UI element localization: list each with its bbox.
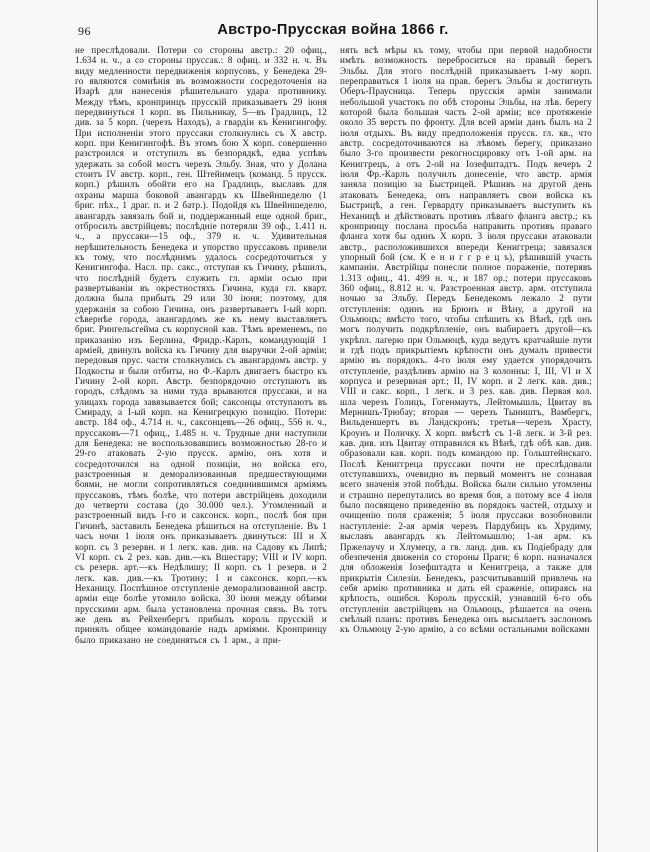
text-columns xyxy=(75,45,592,793)
scan-edge-line xyxy=(597,0,598,852)
text-column-right: нять всѣ мѣры къ тому, чтобы при первой надобности имѣть возможность переброситься на правый берегъ Эльбы. Для этого послѣдній приказываетъ 1-му корп. переправиться 1 іюля на прав. берегъ Эльбы и достигнуть Оберъ-Праусница. Теперь прусскія арміи занимали небольшой участокъ по обѣ стороны Эльбы, на лѣв. берегу которой была большая часть 2-ой арміи; все протяженіе около 35 верстъ по фронту. Для всей арміи данъ былъ на 2 іюля отдыхъ. Въ виду предположенія прусск. гл. кв., что австр. сосредоточиваются на лѣвомъ берегу, приказано было 3-го произвести рекогносцировку отъ 1-ой арм. на Кениггрецъ, а отъ 2-ой на Іозефштадтъ. Подъ вечеръ 2 іюля Фр.-Карлъ получилъ донесеніе, что австр. армія заняла позицію за Быстрицей. Рѣшивъ на другой день атаковать Бенедека, онъ направляетъ свои войска къ Быстрицѣ, а ген. Гервардту приказываетъ выступить къ Неханицѣ и дѣйствовать противъ лѣваго фланга австр.; къ кронпринцу послана просьба направить противъ праваго фланга хотя бы одинъ X корп. 3 іюля пруссаки атаковали австр., расположившихся впереди Кениггреца; завязался упорный бой (см. К е н и г г р е ц ъ), рѣшившій участь кампаніи. Австрійцы понесли полное пораженіе, потерявъ 1.313 офиц., 41. 499 н. ч., и 187 ор.; потери пруссаковъ 360 офиц., 8.812 н. ч. Разстроенная австр. арм. отступила ночью за Эльбу. Передъ Бенедекомъ лежало 2 пути отступленія: одинъ на Брюнъ и Вѣну, а другой на Ольмюцъ; вмѣсто того, чтобы спѣшить къ Вѣнѣ, гдѣ онъ могъ получить подкрѣпленіе, онъ выбираетъ другой—къ укрѣпл. лагерю при Ольмюцѣ, куда ведутъ кратчайшіе пути и гдѣ подъ прикрытіемъ крѣпости онъ думалъ привести армію въ порядокъ. 4-го іюля ему удается упорядочить отступленіе, раздѣливъ армію на 3 колонны: I, III, VI и X корпуса и резервная арт.; II, IV корп. и 2 легк. кав. див.; VIII и сакс. корп., 1 легк. и 3 рез. кав. див. Первая кол. шла черезъ Голицъ, Гогенмаутъ, Лейтомышль, Цвитау въ Мернишъ-Трюбау; вторая — черезъ Тыништъ, Вамбергъ, Вильденшертъ въ Ландскронъ; третья—черезъ Храсту, Кроунъ и Поличку. X корп. вмѣстѣ съ 1-й легк. и 3-й рез. кав. див. изъ Цвитау отправился къ Вѣнѣ, гдѣ обѣ кав. див. образовали кав. корп. подъ командою пр. Гольштейнскаго. Послѣ Кениггреца пруссаки почти не преслѣдовали отступавшихъ, очевидно въ первый моментъ не сознавая всего значенія этой побѣды. Войска были сильно утомлены и страшно перепутались во время боя, а потому все 4 іюля было посвящено приведенію въ порядокъ частей, отдыху и очищенію поля сраженія; 5 іюля пруссаки возобновили наступленіе: 2-ая армія черезъ Пардубицъ къ Хрудиму, выславъ авангардъ къ Лейтомышлю; 1-ая арм. къ Пржелаучу и Хлумецу, а гв. ланд. див. къ Подіебраду для обезпеченія движенія со стороны Праги; 6 корп. назначался для обложенія Іозефштадта и Кениггреца, а также для прикрытія Силезіи. Бенедекъ, разсчитывавшій привлечь на себя армію противника и дать ей сраженіе, опираясь на крѣпость, ошибся. Король прусскій, узнавшій 6-го объ отступленіи австрійцевъ на Ольмюцъ, рѣшается на очень смѣлый планъ: противъ Бенедека онъ высылаетъ заслономъ къ Ольмюцу 2-ую армію, а со всѣми остальными войсками xyxy=(340,45,592,635)
page-title: Австро-Прусская война 1866 г. xyxy=(217,22,449,38)
page-header xyxy=(75,22,591,40)
page-number: 96 xyxy=(78,24,91,38)
text-column-left: не преслѣдовали. Потери со стороны австр.: 20 офиц., 1.634 н. ч., а со стороны пруссак.: 8 офиц. и 332 н. ч. Въ виду медленности передвиженія корпусовъ, у Бенедека 29-го являются сомнѣнія въ возможности сосредоточенія на Изарѣ для нанесенія рѣшительнаго удара противнику. Между тѣмъ, кронпринцъ прусскій приказываетъ 29 іюня передвинуться 1 корп. въ Пильникау, 5—въ Градлицъ, 12 див. за 5 корп. (черезъ Находъ), а гвардіи къ Кенигингофу. При исполненіи этого пруссаки столкнулись съ X австр. корп. при Кенигингофѣ. Въ этомъ бою X корп. совершенно разстроился и отступилъ въ безпорядкѣ, едва успѣвъ удержать за собой мостъ черезъ Эльбу. Зная, что у Долана стоитъ IV австр. корп., ген. Штейнмецъ (команд. 5 прусск. корп.) рѣшилъ обойти его на Градлицъ, выславъ для охраны марша боковой авангардъ къ Швейншеделю (1 бриг. пѣх., 1 драг. п. и 2 батр.). Подойдя къ Швейншеделю, авангардъ завязалъ бой и, поддержанный еще одной бриг., отбросилъ австрійцевъ; послѣдніе потеряли 39 оф., 1.411 н. ч., а пруссаки—15 оф., 379 н. ч. Удивительная нерѣшительность Бенедека и упорство пруссаковъ привели къ тому, что послѣднимъ удалось сосредоточиться у Кенигингофа. Насл. пр. сакс., отступая къ Гичину, рѣшилъ, что послѣдній будетъ служить гл. арміи осью при развертываніи въ окрестностяхъ Гичина, куда гл. кварт. должна была прибыть 29 или 30 іюня; поэтому, для удержанія за собою Гичина, онъ развертываетъ I-ый корп. сѣвернѣе города, авангардомъ же къ нему выставляетъ бриг. Рингельсгейма съ корпусной кав. Тѣмъ временемъ, по приказанію изъ Берлина, Фридр.-Карлъ, командующій 1 арміей, двинулъ войска къ Гичину для выручки 2-ой арміи; передовыя прус. части столкнулись съ авангардомъ австр. у Подкосты и были отбиты, но Ф.-Карлъ двигаетъ быстро къ Гичину 2-ой корп. Австр. безпорядочно отступаютъ въ городъ, слѣдомъ за ними туда врываются пруссаки, и на улицахъ города завязывается бой; саксонцы отступаютъ въ Смираду, а I-ый корп. на Кенигрецкую позицію. Потери: австр. 184 оф., 4.714 н. ч., саксонцевъ—26 офиц., 556 н. ч., пруссаковъ—71 офиц., 1.485 н. ч. Трудные дни наступили для Бенедека: не воспользовавшись возможностью 28-го и 29-го атаковать 2-ую прусск. армію, онъ хотя и сосредоточился на одной позиціи, но войска его, разстроенныя и деморализованныя предшествующими боями, не могли сопротивляться соединившимся арміямъ пруссаковъ, тѣмъ болѣе, что потери австрійцевъ доходили до четверти состава (до 30.000 чел.). Утомленный и разстроенный видъ I-го и саксонск. корп., послѣ боя при Гичинѣ, заставилъ Бенедека рѣшиться на отступленіе. Въ 1 часъ ночи 1 іюля онъ приказываетъ двинуться: III и X корп. съ 3 резервн. и 1 легк. кав. див. на Садову къ Липѣ; VI корп. съ 2 рез. кав. див.—къ Вшестару; VIII и IV корп. съ резерв. арт.—къ Недѣлишу; II корп. съ 1 резерв. и 2 легк. кав. див.—къ Тротину; I и саксонск. корп.—къ Неханицу. Поспѣшное отступленіе деморализованной австр. арміи еще болѣе утомило войска. 30 іюня между обѣими прусскими арм. была установлена прочная связь. Въ тотъ же день въ Рейхенбергъ прибылъ король прусскій и принялъ общее командованіе надъ арміями. Кронпринцу было приказано не соединяться съ 1 арм., а при- xyxy=(75,45,327,645)
